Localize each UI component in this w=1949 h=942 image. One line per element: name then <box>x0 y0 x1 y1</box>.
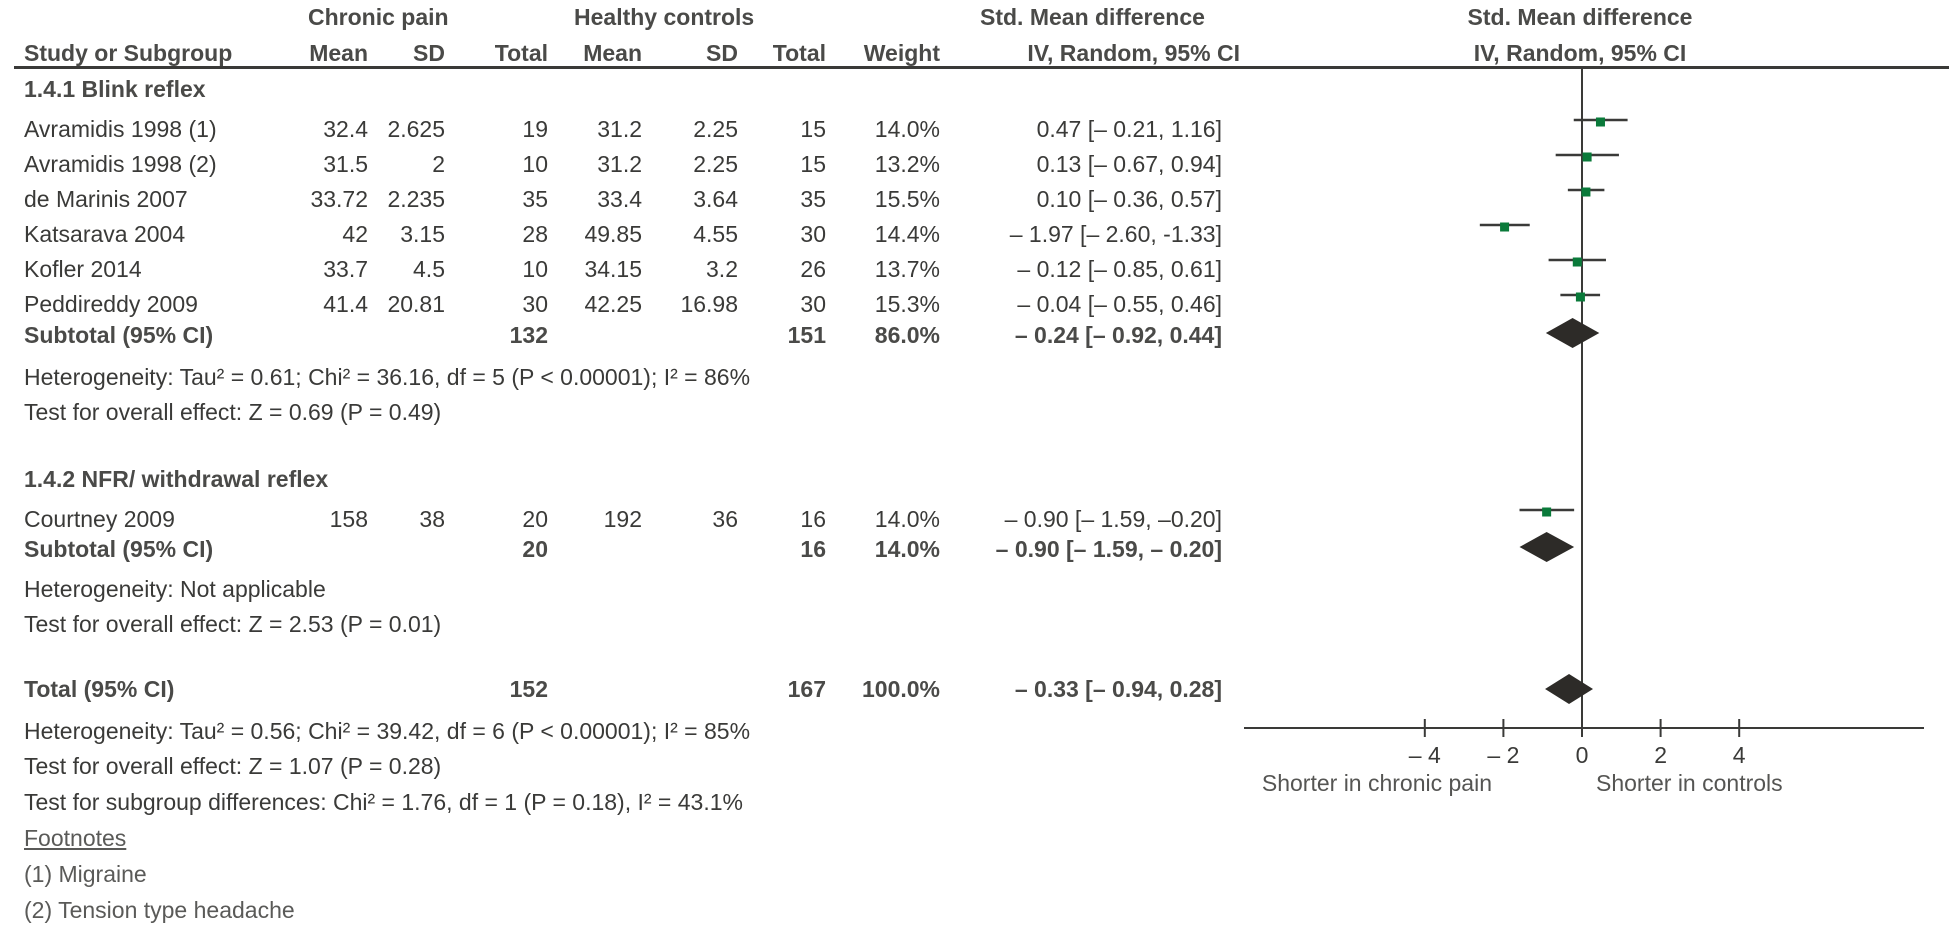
cell-sd2: 2.25 <box>693 151 738 177</box>
col-total2: Total <box>772 40 826 66</box>
cell-weight: 14.4% <box>874 221 940 247</box>
study-name: Avramidis 1998 (2) <box>24 151 217 177</box>
cell-sd1: 2 <box>432 151 445 177</box>
cell-total1: 19 <box>522 116 548 142</box>
cell-sd2: 2.25 <box>693 116 738 142</box>
cell-ci: 0.10 [– 0.36, 0.57] <box>1036 186 1222 212</box>
cell-total2: 30 <box>800 291 826 317</box>
subgroup-title: 1.4.1 Blink reflex <box>24 76 206 102</box>
cell-total2: 26 <box>800 256 826 282</box>
cell-ci: – 1.97 [– 2.60, -1.33] <box>1009 221 1222 247</box>
group1-header: Chronic pain <box>308 4 449 30</box>
cell-mean2: 42.25 <box>584 291 642 317</box>
cell-total1: 10 <box>522 256 548 282</box>
cell-mean2: 33.4 <box>597 186 642 212</box>
cell-weight: 14.0% <box>874 506 940 532</box>
col-weight: Weight <box>863 40 940 66</box>
cell-sd1: 2.625 <box>387 116 445 142</box>
footnotes-title: Footnotes <box>24 825 127 851</box>
col-plot-ci: IV, Random, 95% CI <box>1473 40 1687 66</box>
heterogeneity-text: Heterogeneity: Tau² = 0.61; Chi² = 36.16, df = 5 (P < 0.00001); I² = 86% <box>24 364 751 390</box>
cell-sd1: 3.15 <box>400 221 445 247</box>
col-study: Study or Subgroup <box>24 40 233 66</box>
cell-sd1: 20.81 <box>387 291 445 317</box>
tick-label: – 4 <box>1408 742 1441 768</box>
overall-effect-text: Test for overall effect: Z = 2.53 (P = 0.01) <box>24 611 442 637</box>
cell-mean1: 42 <box>342 221 368 247</box>
col-ci: IV, Random, 95% CI <box>1027 40 1240 66</box>
cell-total2: 35 <box>800 186 826 212</box>
cell-mean1: 33.7 <box>323 256 368 282</box>
tick-label: 4 <box>1732 742 1746 768</box>
subtotal-ci: – 0.90 [– 1.59, – 0.20] <box>995 536 1222 562</box>
cell-total1: 28 <box>522 221 548 247</box>
cell-total2: 16 <box>800 506 826 532</box>
cell-total1: 20 <box>522 506 548 532</box>
total-total2: 167 <box>787 676 826 702</box>
subtotal-weight: 14.0% <box>874 536 940 562</box>
cell-mean1: 31.5 <box>323 151 368 177</box>
axis-right-label: Shorter in controls <box>1596 770 1783 796</box>
cell-mean2: 31.2 <box>597 116 642 142</box>
cell-total2: 15 <box>800 151 826 177</box>
total-weight: 100.0% <box>861 676 940 702</box>
study-point <box>1596 118 1605 127</box>
subtotal-label: Subtotal (95% CI) <box>24 322 214 348</box>
cell-mean1: 33.72 <box>310 186 368 212</box>
subtotal-total2: 151 <box>787 322 826 348</box>
footnote-item: (2) Tension type headache <box>24 897 295 923</box>
plot-header: Std. Mean difference <box>1467 4 1693 30</box>
col-total1: Total <box>494 40 548 66</box>
cell-total1: 10 <box>522 151 548 177</box>
study-point <box>1583 153 1592 162</box>
study-point <box>1542 508 1551 517</box>
study-name: Katsarava 2004 <box>24 221 186 247</box>
tick-label: 2 <box>1654 742 1667 768</box>
col-sd1: SD <box>413 40 445 66</box>
tick-label: – 2 <box>1487 742 1520 768</box>
subgroup-title: 1.4.2 NFR/ withdrawal reflex <box>24 466 329 492</box>
cell-sd1: 4.5 <box>413 256 445 282</box>
cell-weight: 14.0% <box>874 116 940 142</box>
cell-mean2: 192 <box>603 506 642 532</box>
total-label: Total (95% CI) <box>24 676 175 702</box>
cell-mean1: 41.4 <box>323 291 368 317</box>
cell-sd1: 2.235 <box>387 186 445 212</box>
cell-mean2: 31.2 <box>597 151 642 177</box>
cell-weight: 13.7% <box>874 256 940 282</box>
study-name: Courtney 2009 <box>24 506 175 532</box>
subtotal-ci: – 0.24 [– 0.92, 0.44] <box>1014 322 1222 348</box>
cell-ci: 0.13 [– 0.67, 0.94] <box>1036 151 1222 177</box>
col-mean2: Mean <box>583 40 642 66</box>
cell-total1: 30 <box>522 291 548 317</box>
study-name: Kofler 2014 <box>24 256 142 282</box>
total-heterogeneity-text: Heterogeneity: Tau² = 0.56; Chi² = 39.42, df = 6 (P < 0.00001); I² = 85% <box>24 718 751 744</box>
col-mean1: Mean <box>309 40 368 66</box>
cell-weight: 15.5% <box>874 186 940 212</box>
study-name: Peddireddy 2009 <box>24 291 198 317</box>
cell-mean2: 49.85 <box>584 221 642 247</box>
axis-left-label: Shorter in chronic pain <box>1261 770 1492 796</box>
cell-mean1: 32.4 <box>323 116 368 142</box>
study-point <box>1500 223 1509 232</box>
cell-sd2: 3.2 <box>706 256 738 282</box>
summary-diamond <box>1545 674 1593 704</box>
subgroup-differences-text: Test for subgroup differences: Chi² = 1.76, df = 1 (P = 0.18), I² = 43.1% <box>24 789 743 815</box>
cell-mean1: 158 <box>329 506 368 532</box>
group2-header: Healthy controls <box>574 4 755 30</box>
cell-mean2: 34.15 <box>584 256 642 282</box>
subtotal-total1: 20 <box>522 536 548 562</box>
cell-sd2: 16.98 <box>680 291 738 317</box>
tick-label: 0 <box>1575 742 1589 768</box>
total-ci: – 0.33 [– 0.94, 0.28] <box>1014 676 1222 702</box>
study-name: Avramidis 1998 (1) <box>24 116 217 142</box>
study-point <box>1576 293 1585 302</box>
heterogeneity-text: Heterogeneity: Not applicable <box>24 576 326 602</box>
cell-total1: 35 <box>522 186 548 212</box>
subtotal-label: Subtotal (95% CI) <box>24 536 214 562</box>
cell-sd2: 3.64 <box>693 186 738 212</box>
footnote-item: (1) Migraine <box>24 861 147 887</box>
cell-sd2: 4.55 <box>693 221 738 247</box>
cell-total2: 30 <box>800 221 826 247</box>
subtotal-weight: 86.0% <box>874 322 940 348</box>
cell-sd1: 38 <box>419 506 445 532</box>
cell-sd2: 36 <box>712 506 738 532</box>
cell-weight: 15.3% <box>874 291 940 317</box>
study-point <box>1581 188 1590 197</box>
cell-weight: 13.2% <box>874 151 940 177</box>
subtotal-total2: 16 <box>800 536 826 562</box>
total-overall-effect-text: Test for overall effect: Z = 1.07 (P = 0.28) <box>24 753 442 779</box>
cell-total2: 15 <box>800 116 826 142</box>
subtotal-total1: 132 <box>509 322 548 348</box>
effect-header: Std. Mean difference <box>980 4 1205 30</box>
study-name: de Marinis 2007 <box>24 186 188 212</box>
cell-ci: 0.47 [– 0.21, 1.16] <box>1036 116 1222 142</box>
summary-diamond <box>1546 318 1599 348</box>
overall-effect-text: Test for overall effect: Z = 0.69 (P = 0.49) <box>24 399 442 425</box>
col-sd2: SD <box>706 40 738 66</box>
study-point <box>1573 258 1582 267</box>
total-total1: 152 <box>509 676 548 702</box>
cell-ci: – 0.12 [– 0.85, 0.61] <box>1017 256 1222 282</box>
summary-diamond <box>1520 532 1575 562</box>
cell-ci: – 0.90 [– 1.59, –0.20] <box>1004 506 1222 532</box>
cell-ci: – 0.04 [– 0.55, 0.46] <box>1017 291 1222 317</box>
